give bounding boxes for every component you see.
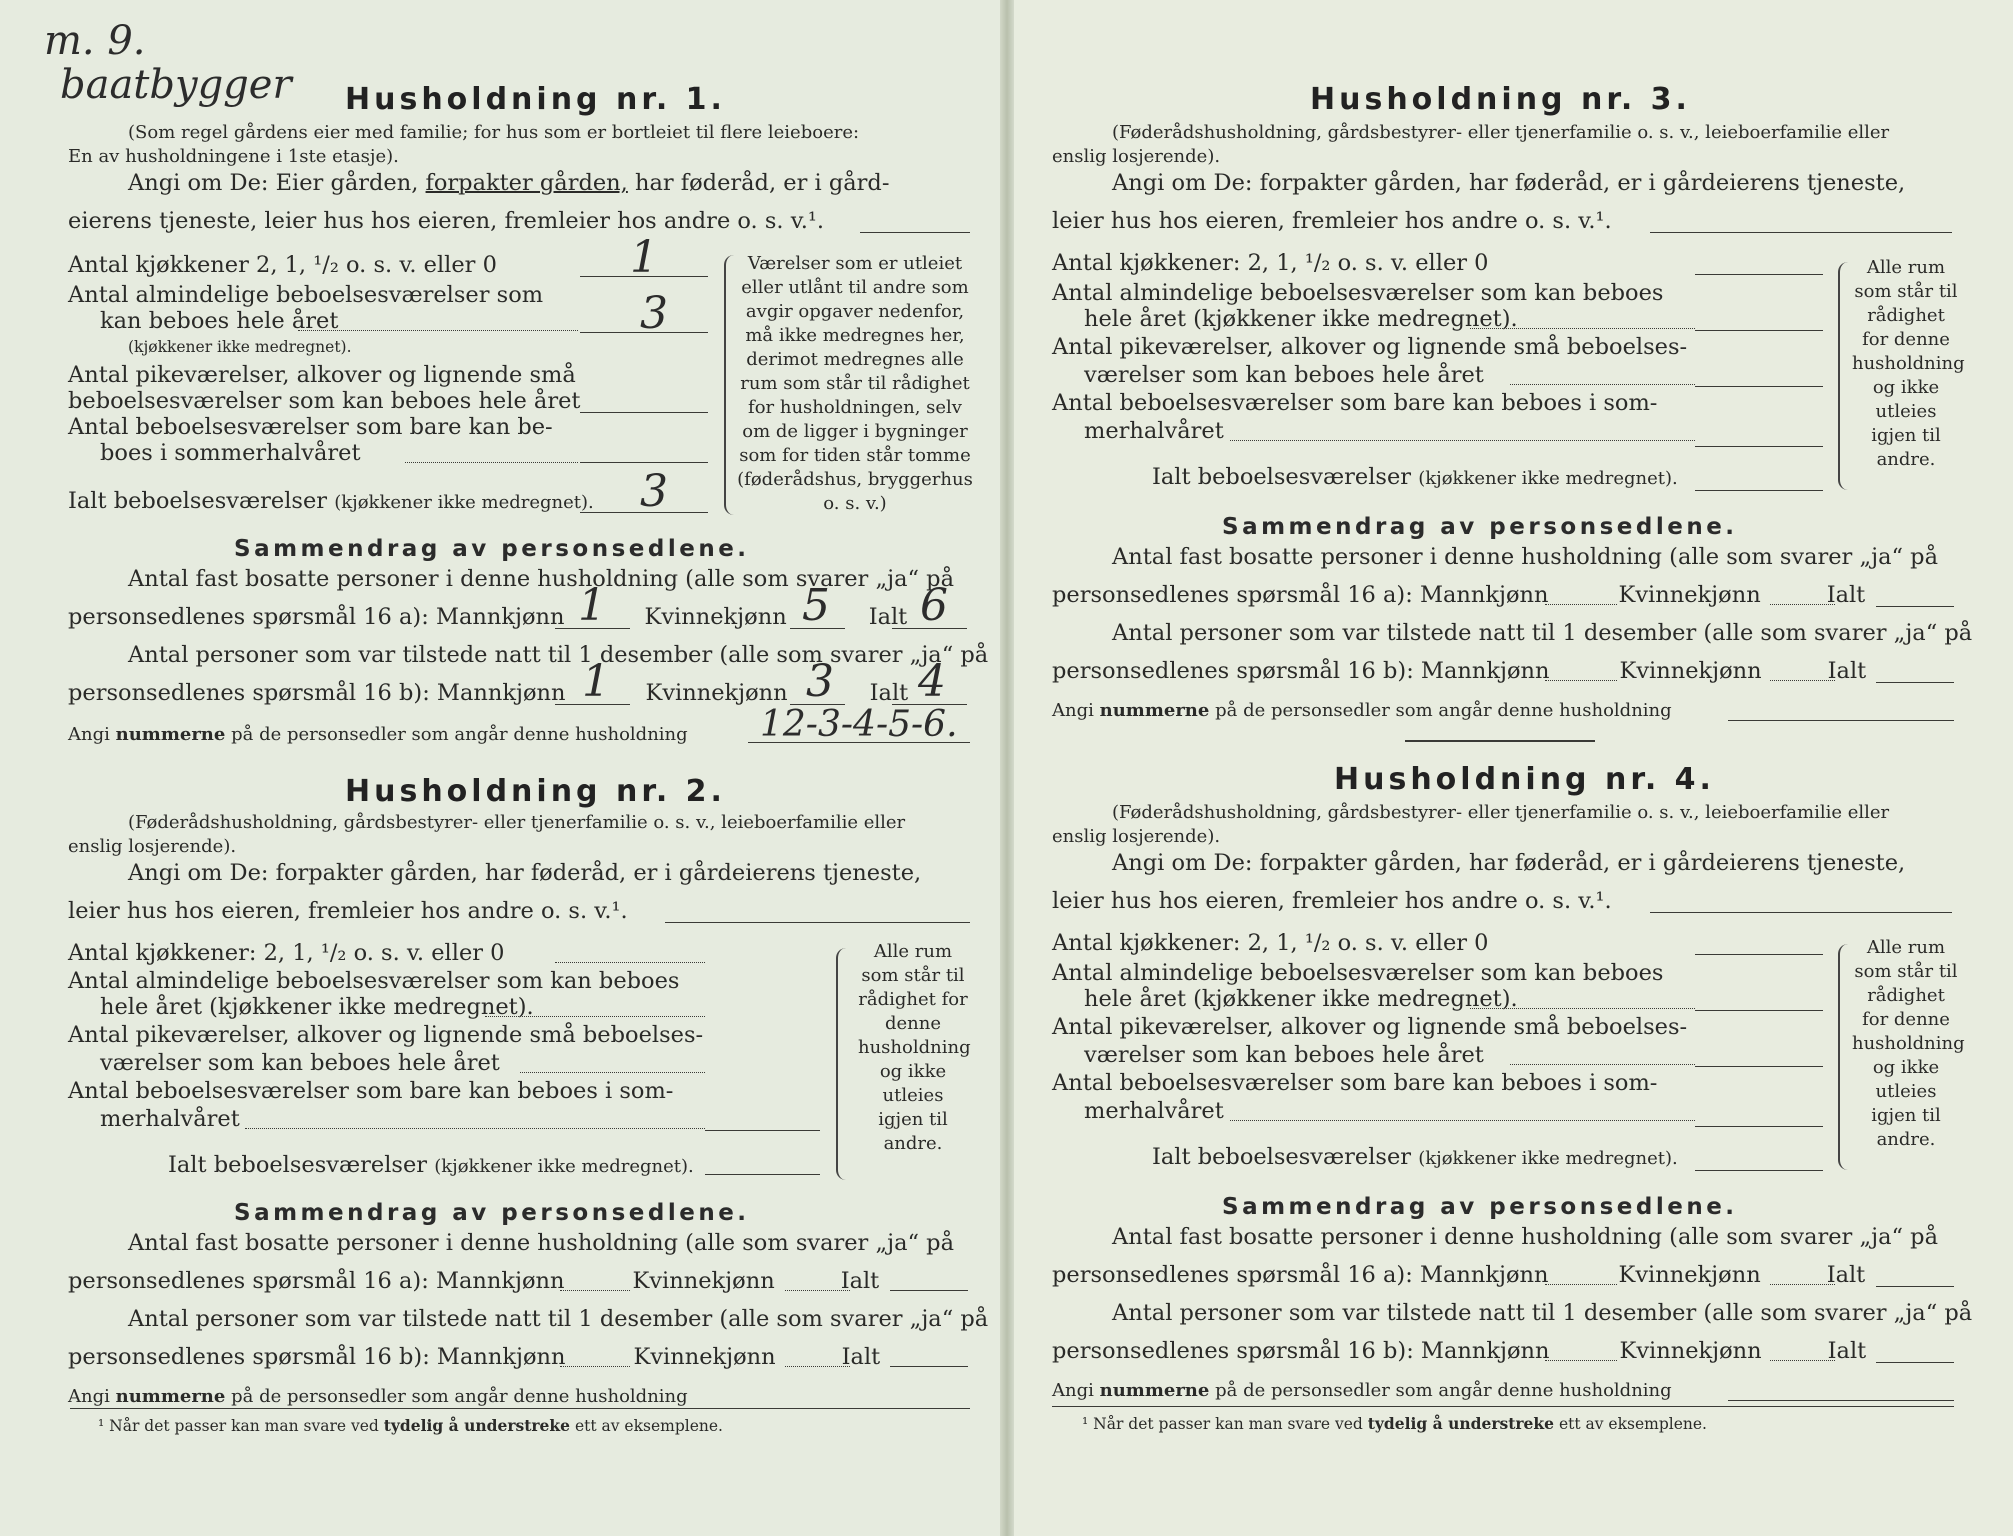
h1-person-numbers-value: 12-3-4-5-6. [760, 704, 958, 745]
h2-summary-title: Sammendrag av personsedlene. [234, 1200, 750, 1226]
h2-rooms-label-1: Antal almindelige beboelsesværelser som kan beboes [68, 968, 680, 994]
h4-rooms-label-1: Antal almindelige beboelsesværelser som kan beboes [1052, 960, 1664, 986]
household-3-question-line1: Angi om De: forpakter gården, har føderåd, er i gårdeierens tjeneste, [1112, 170, 1906, 196]
h1-kitchens-value: 1 [630, 232, 658, 283]
h1-rooms-label-2: kan beboes hele året [100, 308, 339, 334]
h4-present-line2: personsedlenes spørsmål 16 b): Mannkjønn Kvinnekjønn Ialt [1052, 1338, 1867, 1364]
h2-summer-rooms-label-2: merhalvåret [100, 1106, 240, 1132]
h1-maid-rooms-label-2: beboelsesværelser som kan beboes hele året [68, 388, 581, 414]
household-1-title: Husholdning nr. 1. [345, 82, 726, 117]
household-1-question-line1: Angi om De: Eier gården, forpakter gården, har føderåd, er i gård- [128, 170, 890, 196]
household-2-intro-line1: (Føderådshusholdning, gårdsbestyrer- eller tjenerfamilie o. s. v., leieboerfamilie eller [128, 812, 906, 833]
h4-present-line1: Antal personer som var tilstede natt til 1 desember (alle som svarer „ja“ på [1112, 1300, 1973, 1326]
h2-maid-rooms-label-2: værelser som kan beboes hele året [100, 1050, 500, 1076]
h3-rooms-label-2: hele året (kjøkkener ikke medregnet). [1084, 306, 1518, 332]
h1-present-female: 3 [806, 656, 834, 707]
h4-residents-line2: personsedlenes spørsmål 16 a): Mannkjønn Kvinnekjønn Ialt [1052, 1262, 1866, 1288]
h1-maid-rooms-label-1: Antal pikeværelser, alkover og lignende små [68, 362, 576, 388]
margin-handwriting-number: m. 9. [44, 18, 146, 64]
h4-side-note: Alle rum som står til rådighet for denne husholdning og ikke utleies igjen til andre. [1852, 937, 1965, 1150]
h2-maid-rooms-label-1: Antal pikeværelser, alkover og lignende små beboelses- [68, 1022, 704, 1048]
h1-summer-rooms-label-1: Antal beboelsesværelser som bare kan be- [68, 414, 553, 440]
h4-total-rooms: Ialt beboelsesværelser (kjøkkener ikke medregnet). [1152, 1144, 1678, 1170]
household-2-question-line2: leier hus hos eieren, fremleier hos andre o. s. v.¹. [68, 898, 628, 924]
household-1-question-line2: eierens tjeneste, leier hus hos eieren, fremleier hos andre o. s. v.¹. [68, 208, 825, 234]
h4-maid-rooms-label-1: Antal pikeværelser, alkover og lignende små beboelses- [1052, 1014, 1688, 1040]
h1-present-male: 1 [582, 656, 610, 707]
h4-summer-rooms-label-2: merhalvåret [1084, 1098, 1224, 1124]
household-4-intro-line1: (Føderådshusholdning, gårdsbestyrer- eller tjenerfamilie o. s. v., leieboerfamilie eller [1112, 802, 1890, 823]
h2-kitchens-label: Antal kjøkkener: 2, 1, ¹/₂ o. s. v. eller 0 [68, 940, 505, 966]
h3-summary-title: Sammendrag av personsedlene. [1222, 514, 1738, 540]
h1-residents-total: 6 [920, 580, 948, 631]
household-2-question-line1: Angi om De: forpakter gården, har føderåd, er i gårdeierens tjeneste, [128, 860, 922, 886]
h3-total-rooms: Ialt beboelsesværelser (kjøkkener ikke medregnet). [1152, 464, 1678, 490]
h3-residents-line2: personsedlenes spørsmål 16 a): Mannkjønn Kvinnekjønn Ialt [1052, 582, 1866, 608]
h2-side-note: Alle rum som står til rådighet for denne husholdning og ikke utleies igjen til andre. [858, 941, 971, 1154]
h1-rooms-label-1: Antal almindelige beboelsesværelser som [68, 282, 544, 308]
brace-h2 [836, 948, 852, 1180]
h3-maid-rooms-label-1: Antal pikeværelser, alkover og lignende små beboelses- [1052, 334, 1688, 360]
h1-present-line2: personsedlenes spørsmål 16 b): Mannkjønn Kvinnekjønn Ialt [68, 680, 909, 706]
household-2-intro-line2: enslig losjerende). [68, 836, 237, 857]
household-1-intro-line1: (Som regel gårdens eier med familie; for hus som er bortleiet til flere leieboere: [128, 122, 860, 143]
margin-handwriting-occupation: baatbygger [60, 62, 292, 108]
h3-summer-rooms-label-2: merhalvåret [1084, 418, 1224, 444]
h1-summary-title: Sammendrag av personsedlene. [234, 536, 750, 562]
h4-summer-rooms-label-1: Antal beboelsesværelser som bare kan beboes i som- [1052, 1070, 1658, 1096]
h4-person-numbers: Angi nummerne på de personsedler som angår denne husholdning [1052, 1380, 1672, 1401]
right-footnote: ¹ Når det passer kan man svare ved tydelig å understreke ett av eksemplene. [1082, 1414, 1707, 1433]
h3-present-line2: personsedlenes spørsmål 16 b): Mannkjønn Kvinnekjønn Ialt [1052, 658, 1867, 684]
h1-residents-line2: personsedlenes spørsmål 16 a): Mannkjønn Kvinnekjønn Ialt [68, 604, 908, 630]
h1-summer-rooms-label-2: boes i sommerhalvåret [100, 440, 361, 466]
h2-summer-rooms-label-1: Antal beboelsesværelser som bare kan beboes i som- [68, 1078, 674, 1104]
h1-person-numbers: Angi nummerne på de personsedler som angår denne husholdning [68, 724, 688, 745]
household-4-question-line2: leier hus hos eieren, fremleier hos andre o. s. v.¹. [1052, 888, 1612, 914]
h2-present-line1: Antal personer som var tilstede natt til 1 desember (alle som svarer „ja“ på [128, 1306, 989, 1332]
household-4-question-line1: Angi om De: forpakter gården, har føderåd, er i gårdeierens tjeneste, [1112, 850, 1906, 876]
h4-summary-title: Sammendrag av personsedlene. [1222, 1194, 1738, 1220]
h4-kitchens-label: Antal kjøkkener: 2, 1, ¹/₂ o. s. v. eller 0 [1052, 930, 1489, 956]
page-gutter [1000, 0, 1014, 1536]
h1-kitchens-label: Antal kjøkkener 2, 1, ¹/₂ o. s. v. eller 0 [68, 252, 497, 278]
h3-rooms-label-1: Antal almindelige beboelsesværelser som kan beboes [1052, 280, 1664, 306]
h3-maid-rooms-label-2: værelser som kan beboes hele året [1084, 362, 1484, 388]
underlined-choice: forpakter gården, [425, 170, 628, 196]
h1-present-total: 4 [918, 656, 946, 707]
h1-rooms-label-3: (kjøkkener ikke medregnet). [128, 338, 352, 356]
household-2-title: Husholdning nr. 2. [345, 774, 726, 809]
h3-summer-rooms-label-1: Antal beboelsesværelser som bare kan beboes i som- [1052, 390, 1658, 416]
h1-total-rooms-value: 3 [640, 466, 668, 517]
left-footnote: ¹ Når det passer kan man svare ved tydelig å understreke ett av eksemplene. [98, 1416, 723, 1435]
h3-kitchens-label: Antal kjøkkener: 2, 1, ¹/₂ o. s. v. eller 0 [1052, 250, 1489, 276]
h2-present-line2: personsedlenes spørsmål 16 b): Mannkjønn Kvinnekjønn Ialt [68, 1344, 881, 1370]
h2-person-numbers: Angi nummerne på de personsedler som angår denne husholdning [68, 1386, 688, 1407]
household-3-title: Husholdning nr. 3. [1310, 82, 1691, 117]
h3-residents-line1: Antal fast bosatte personer i denne husholdning (alle som svarer „ja“ på [1112, 544, 1938, 570]
household-4-intro-line2: enslig losjerende). [1052, 826, 1221, 847]
household-4-title: Husholdning nr. 4. [1334, 762, 1715, 797]
h2-total-rooms: Ialt beboelsesværelser (kjøkkener ikke medregnet). [168, 1152, 694, 1178]
h3-present-line1: Antal personer som var tilstede natt til 1 desember (alle som svarer „ja“ på [1112, 620, 1973, 646]
h1-side-note: Værelser som er utleiet eller utlånt til andre som avgir opgaver nedenfor, må ikke medregnes her, derimot medregnes alle rum som står til rådighet for husholdningen, selv om de ligger i bygninger som for tiden står tomme (føderådshus, bryggerhus o. s. v.) [737, 253, 973, 514]
h4-rooms-label-2: hele året (kjøkkener ikke medregnet). [1084, 986, 1518, 1012]
h4-maid-rooms-label-2: værelser som kan beboes hele året [1084, 1042, 1484, 1068]
household-1-intro-line2: En av husholdningene i 1ste etasje). [68, 146, 399, 167]
h4-residents-line1: Antal fast bosatte personer i denne husholdning (alle som svarer „ja“ på [1112, 1224, 1938, 1250]
h1-residents-female: 5 [802, 580, 830, 631]
h3-person-numbers: Angi nummerne på de personsedler som angår denne husholdning [1052, 700, 1672, 721]
h1-rooms-value: 3 [640, 288, 668, 339]
h1-total-rooms: Ialt beboelsesværelser (kjøkkener ikke medregnet). [68, 488, 594, 514]
h2-residents-line2: personsedlenes spørsmål 16 a): Mannkjønn Kvinnekjønn Ialt [68, 1268, 880, 1294]
h2-residents-line1: Antal fast bosatte personer i denne husholdning (alle som svarer „ja“ på [128, 1230, 954, 1256]
h1-present-line1: Antal personer som var tilstede natt til 1 desember (alle som svarer „ja“ på [128, 642, 989, 668]
h3-side-note: Alle rum som står til rådighet for denne husholdning og ikke utleies igjen til andre. [1852, 257, 1965, 470]
household-3-intro-line1: (Føderådshusholdning, gårdsbestyrer- eller tjenerfamilie o. s. v., leieboerfamilie eller [1112, 122, 1890, 143]
household-3-question-line2: leier hus hos eieren, fremleier hos andre o. s. v.¹. [1052, 208, 1612, 234]
h2-rooms-label-2: hele året (kjøkkener ikke medregnet). [100, 994, 534, 1020]
household-3-intro-line2: enslig losjerende). [1052, 146, 1221, 167]
h1-residents-line1: Antal fast bosatte personer i denne husholdning (alle som svarer „ja“ på [128, 566, 954, 592]
h1-residents-male: 1 [578, 580, 606, 631]
